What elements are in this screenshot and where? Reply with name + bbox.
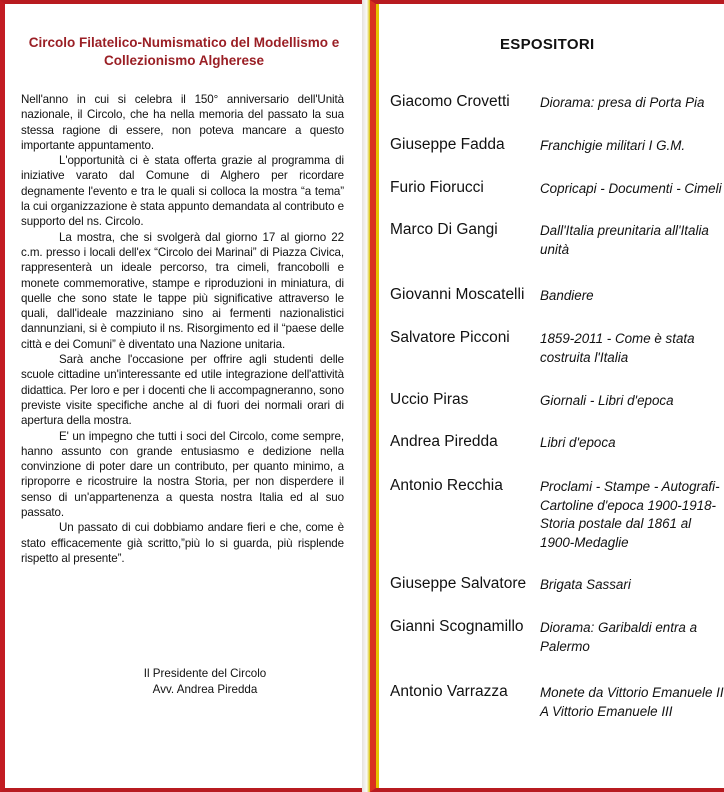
exhibitor-subject: Diorama: Garibaldi entra a Palermo [540,620,698,654]
signature-name: Avv. Andrea Piredda [152,683,258,696]
exhibitor-name: Antonio Recchia [390,477,503,494]
paragraph: Sarà anche l'occasione per offrire agli studenti delle scuole cittadine un'interessante ed utile integrazione dell'attività didattica. Per loro e per i docenti che li accompagneranno, sono previste visite specifiche anche al di fuori dei normali orari di apertura della mostra. [21,353,344,428]
exhibitor-subject: Dall'Italia preunitaria all'Italia unità [540,223,709,257]
paragraph: E' un impegno che tutti i soci del Circolo, come sempre, hanno assunto con grande entusiasmo e dedizione nella convinzione di poter dare un contributo, per quanto minimo, a riproporre e ricostruire la nostra Storia, per non disperdere il senso di un'appartenenza a questa nostra Italia ed al suo passato. [21,429,344,520]
circolo-title: Circolo Filatelico-Numismatico del Modellismo e Collezionismo Algherese [28,35,340,68]
exhibitor-subject: Monete da Vittorio Emanuele II A Vittorio Emanuele III [540,685,724,719]
exhibitor-subject: 1859-2011 - Come è stata costruita l'Italia [540,331,695,365]
exhibitor-name: Giuseppe Salvatore [390,575,527,592]
exhibitor-subject: Giornali - Libri d'epoca [540,393,674,408]
exhibitor-subject: Libri d'epoca [540,435,616,450]
paragraph: Un passato di cui dobbiamo andare fieri e che, come è stato efficacemente già scritto,”più lo si guarda, più risplende rispetto al presente”. [21,521,344,565]
exhibitor-name: Salvatore Picconi [390,329,510,346]
exhibitor-subject: Proclami - Stampe - Autografi-Cartoline d'epoca 1900-1918-Storia postale dal 1861 al 1900-Medaglie [540,479,720,550]
paragraph: La mostra, che si svolgerà dal giorno 17 al giorno 22 c.m. presso i locali dell'ex “Circolo dei Marinai” di Piazza Civica, rappresenterà un ideale percorso, tra cimeli, francobolli e monete commemorative, stampe e riproduzioni in miniatura, di quelle che sono state le tappe più significative attraverso le quali, dall'ideale mazziniano sino ai fermenti nazionalistici dannunziani, si è compiuto il ns. Risorgimento ed il “paese delle città e dei Comuni” è diventato una Nazione unitaria. [21,230,344,351]
exhibitor-name: Marco Di Gangi [390,221,498,238]
signature [100,666,310,698]
exhibitor-subject: Franchigie militari I G.M. [540,138,686,153]
exhibitor-subject: Bandiere [540,288,594,303]
exhibitor-subject: Brigata Sassari [540,577,631,592]
presentation-text [21,92,344,566]
exhibitor-name: Antonio Varrazza [390,683,508,700]
exhibitors-title: ESPOSITORI [500,36,595,53]
gold-border-line [376,4,379,788]
exhibitor-name: Uccio Piras [390,391,469,408]
exhibitor-name: Giovanni Moscatelli [390,286,525,303]
exhibitor-name: Andrea Piredda [390,433,498,450]
exhibitor-name: Giacomo Crovetti [390,93,510,110]
exhibitor-subject: Diorama: presa di Porta Pia [540,95,705,110]
exhibitor-subject: Copricapi - Documenti - Cimeli [540,181,722,196]
exhibitor-name: Giuseppe Fadda [390,136,505,153]
page-gutter [362,0,370,792]
signature-role: Il Presidente del Circolo [143,667,267,680]
paragraph: L'opportunità ci è stata offerta grazie al programma di iniziative varato dal Comune di Alghero per ricordare degnamente l'evento e tra le quali si colloca la mostra “a tema” la cui organizzazione è stata appunto demandata al contributo e supporto del ns. Circolo. [21,154,344,229]
paragraph: Nell'anno in cui si celebra il 150° anniversario dell'Unità nazionale, il Circolo, che ha nella memoria del passato la sua stessa ragione di essere, non poteva mancare a questo importante appuntamento. [21,93,344,152]
exhibitor-name: Furio Fiorucci [390,179,484,196]
exhibitor-name: Gianni Scognamillo [390,618,524,635]
